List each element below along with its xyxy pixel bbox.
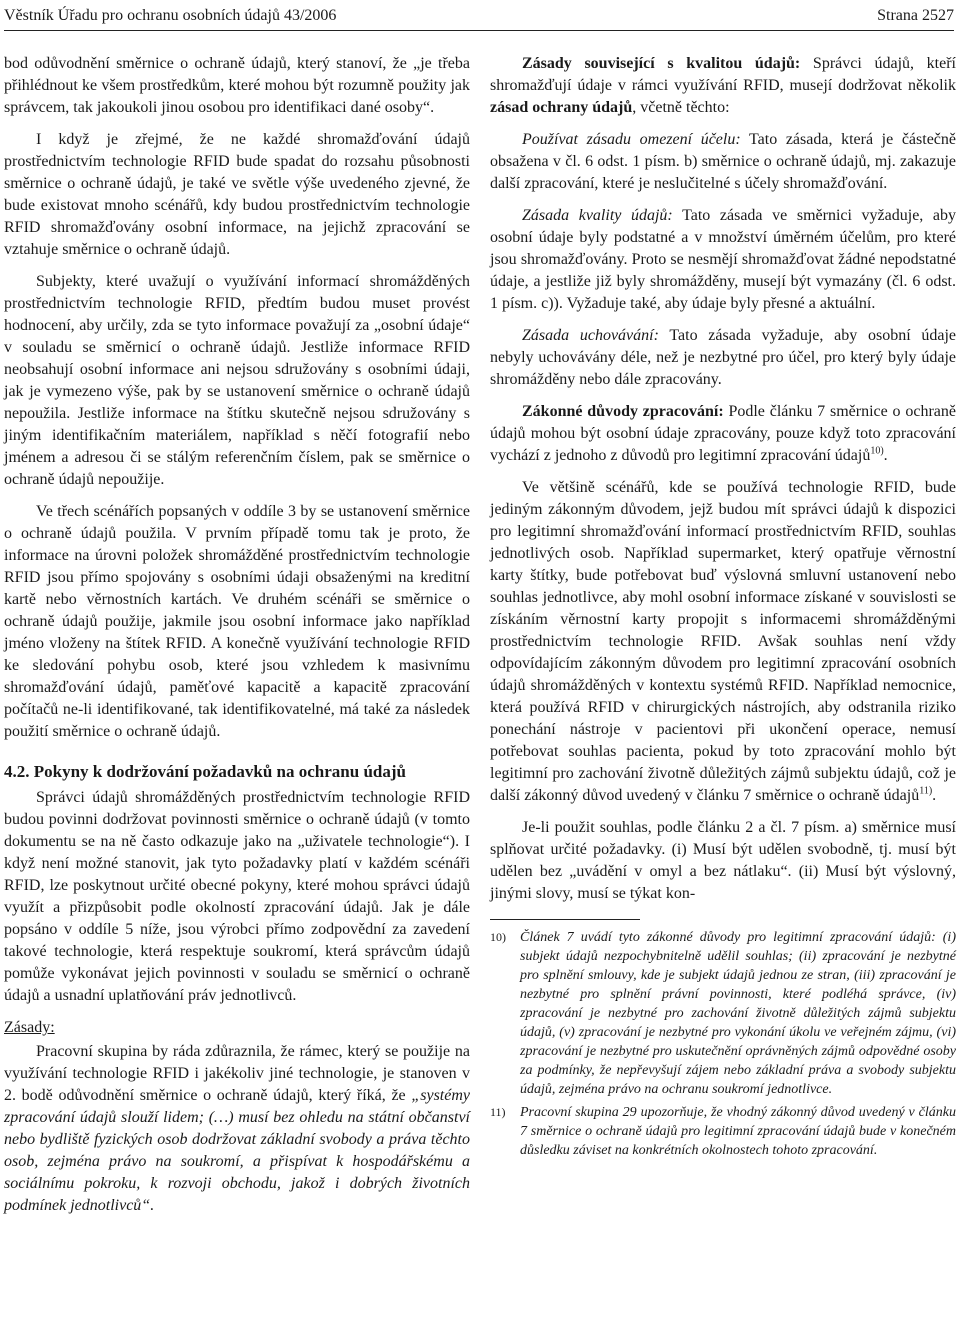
paragraph: [490, 477, 956, 807]
paragraph: Ve třech scénářích popsaných v oddíle 3 by se ustanovení směrnice o ochraně údajů použila. V prvním případě tomu tak je proto, že informace na úrovni položek shromážděné prostřednictvím technologie RFID jsou přímo spojovány s osobními údaji obsaženými na kreditní kartě nebo věrnostních kartách. Ve druhém scénáři se směrnice o ochraně údajů použije, jakmile jsou osobní informace jako například jméno vloženy na štítek RFID. A konečně využívání technologie RFID ke sledování pohybu osob, které jsou vzhledem k masivnímu shromažďování údajů, paměťové kapacitě a kapacitě zpracování počítačů ne-li identifikované, tak identifikovatelné, má také za následek použití směrnice o ochraně údajů.: [4, 503, 470, 740]
text: Tato zásada, která je částečně obsažena v čl. 6 odst. 1 písm. b) směrnice o ochraně údajů, mj. zakazuje další zpracování, které je neslučitelné s účely shromažďování.: [490, 131, 956, 192]
paragraph: [490, 53, 956, 119]
footnote-ref: 11): [919, 785, 933, 797]
text: , včetně těchto:: [632, 99, 730, 116]
paragraph: [490, 129, 956, 195]
italic-lead: Zásada uchovávání:: [522, 327, 659, 344]
footnote: [490, 1103, 956, 1160]
text: Ve většině scénářů, kde se používá technologie RFID, bude jediným zákonným důvodem, jejž budou mít správci údajů k dispozici pro legitimní shromažďování informací prostřednictvím RFID, souhlas jednotlivých osob. Například supermarket, který opatřuje věrnostní karty štítky, bude potřebovat buď výslovná smluvní ustanovení nebo souhlas jednotlivce, aby mohl osobní informace získané v souvislosti se získáním věrnostní karty propojit s informacemi shromážděnými prostřednictvím technologie RFID. Avšak souhlas není vždy odpovídajícím zákonným důvodem pro legitimní zpracování osobních údajů shromážděných v kontextu systémů RFID. Například nemocnice, která používá RFID v chirurgických nástrojích, aby odstranila riziko ponechání nástroje v pacientovi při ukončení operace, nemusí potřebovat souhlas pacienta, pokud by toto zpracování mohlo být legitimní pro zachování životně důležitých zájmů subjektu údajů, což je další zákonný důvod uvedený v článku 7 směrnice o ochraně údajů: [490, 479, 956, 804]
paragraph: I když je zřejmé, že ne každé shromažďování údajů prostřednictvím technologie RFID bude spadat do rozsahu působnosti směrnice o ochraně údajů, je také ve světle výše uvedeného zjevné, že bude existovat mnoho scénářů, kdy budou prostřednictvím technologie RFID shromažďovány osobní informace, na jejichž zpracování se vztahuje směrnice o ochraně údajů.: [4, 131, 470, 258]
italic-lead: Zásada kvality údajů:: [522, 207, 673, 224]
paragraph: [490, 401, 956, 467]
paragraph: Správci údajů shromážděných prostřednictvím technologie RFID budou povinni dodržovat povinnosti směrnice o ochraně údajů (v tomto dokumentu se na ně často odkazuje jako na „uživatele technologie“). I když není možné stanovit, jak tyto požadavky platí v každém scénáři RFID, lze poskytnout určité obecné pokyny, které mohou správci údajů využít a přizpůsobit podle okolností zpracování údajů. Jak je dále popsáno v oddíle 5 níže, jsou výrobci přímo zodpovědní za zavedení takové technologie, která respektuje soukromí, která správcům údajů pomůže vykonávat jejich povinnosti v souladu se směrnicí o ochraně údajů a usnadní uplatňování práv jednotlivců.: [4, 789, 470, 1004]
left-column: [4, 53, 470, 1227]
footnote-number: 10): [490, 930, 506, 944]
footnote-text: Pracovní skupina 29 upozorňuje, že vhodný zákonný důvod uvedený v článku 7 směrnice o ochraně údajů pro legitimní zpracování údajů bude v konečném důsledku záviset na konkrétních okolnostech tohoto zpracování.: [520, 1105, 956, 1158]
text: Podle článku 7 směrnice o ochraně údajů mohou být osobní údaje zpracovány, pouze když toto zpracování vychází z jednoho z důvodů pro legitimní zpracování údajů: [490, 403, 956, 464]
zasady-label-row: [4, 1017, 470, 1039]
footnote-ref: 10): [870, 445, 884, 457]
footnote-number: 11): [490, 1105, 506, 1119]
right-column: [490, 53, 956, 1164]
paragraph: [490, 325, 956, 391]
bold-lead: Zákonné důvody zpracování:: [522, 403, 724, 420]
text: Tato zásada ve směrnici vyžaduje, aby osobní údaje byly podstatné a v množství úměrném účelům, pro které jsou shromažďovány. Proto se nesmějí shromažďovat žádné nepodstatné údaje, a jestliže již byly shromážděny, musejí být vymazány (čl. 6 odst. 1 písm. c)). Vyžaduje také, aby údaje byly přesné a aktuální.: [490, 207, 957, 312]
quote: „systémy zpracování údajů slouží lidem; (…) musí bez ohledu na státní občanství nebo bydliště fyzických osob dodržovat základní svobody a práva těchto osob, zejména právo na soukromí, a přispívat k hospodářskému a sociálnímu pokroku, k rozvoji obchodu, jakož i dobrých životních podmínek jednotlivců“.: [4, 1087, 470, 1214]
paragraph: Subjekty, které uvažují o využívání informací shromážděných prostřednictvím technologie RFID, předtím budou muset provést hodnocení, aby určily, zda se tyto informace považují za „osobní údaje“ v souladu se směrnicí o ochraně údajů. Jestliže informace RFID neobsahují osobní informace ani nejsou sdružovány s osobními údaji, jak je vymezeno výše, pak by se ustanovení směrnice o ochraně údajů nepoužila. Jestliže informace na štítku skutečně nejsou sdružovány s jiným identifikačním materiálem, například s něčí fotografií nebo jménem a adresou či se stálým referenčním číslem, pak se směrnice o ochraně údajů nepoužije.: [4, 273, 470, 488]
header-rule: [4, 30, 954, 31]
zasady-label: Zásady:: [4, 1019, 55, 1036]
journal-title: Věstník Úřadu pro ochranu osobních údajů 43/2006: [4, 7, 337, 24]
paragraph: [4, 1041, 470, 1217]
text: Tato zásada vyžaduje, aby osobní údaje nebyly uchovávány déle, než je nezbytné pro účel, pro který byly údaje shromážděny nebo dále zpracovány.: [490, 327, 957, 388]
page-header: [4, 5, 954, 27]
text: .: [883, 447, 888, 464]
text: Správci údajů, kteří shromažďují údaje v rámci využívání RFID, musejí dodržovat několik: [490, 55, 956, 94]
paragraph: [490, 205, 956, 315]
bold-lead: Zásady související s kvalitou údajů:: [522, 55, 801, 72]
bold-term: zásad ochrany údajů: [490, 99, 633, 116]
footnote-rule: [490, 919, 640, 920]
section-heading: 4.2. Pokyny k dodržování požadavků na ochranu údajů: [4, 762, 406, 781]
footnote: [490, 928, 956, 1099]
text: Pracovní skupina by ráda zdůraznila, že rámec, který se použije na využívání technologie RFID i jakékoliv jiné technologie, je stanoven v 2. bodě odůvodnění směrnice o ochraně údajů, který říká, že: [4, 1043, 470, 1104]
paragraph: Je-li použit souhlas, podle článku 2 a čl. 7 písm. a) směrnice musí splňovat určité požadavky. (i) Musí být udělen svobodně, tj. musí být udělen bez „uvádění v omyl a bez nátlaku“. (ii) Musí být výslovný, jinými slovy, musí se týkat kon-: [490, 819, 956, 902]
italic-lead: Používat zásadu omezení účelu:: [522, 131, 741, 148]
text: .: [932, 787, 937, 804]
page-number: Strana 2527: [877, 7, 954, 24]
footnote-text: Článek 7 uvádí tyto zákonné důvody pro legitimní zpracování údajů: (i) subjekt údajů nezpochybnitelně udělil souhlas; (ii) zpracování je nezbytné pro splnění smlouvy, kde je subjekt údajů jednou ze stran, (iii) zpracování je nezbytné pro splnění právní povinnosti, které podléhá správce, (iv) zpracování je nezbytné pro zachování životně důležitých zájmů subjektu údajů, (v) zpracování je nezbytné pro vykonání úkolu ve veřejném zájmu, (vi) zpracování je nezbytné pro uskutečnění oprávněných zájmů odpovědné osoby za podmínky, že nepřevyšují zájem nebo základní práva a svobody subjektu údajů, zejména právo na ochranu soukromí jednotlivce.: [520, 930, 956, 1097]
paragraph: bod odůvodnění směrnice o ochraně údajů, který stanoví, že „je třeba přihlédnout ke všem prostředkům, které mohou být rozumně použity jak správcem, tak jakoukoli jinou osobou pro identifikaci dané osoby“.: [4, 55, 470, 116]
